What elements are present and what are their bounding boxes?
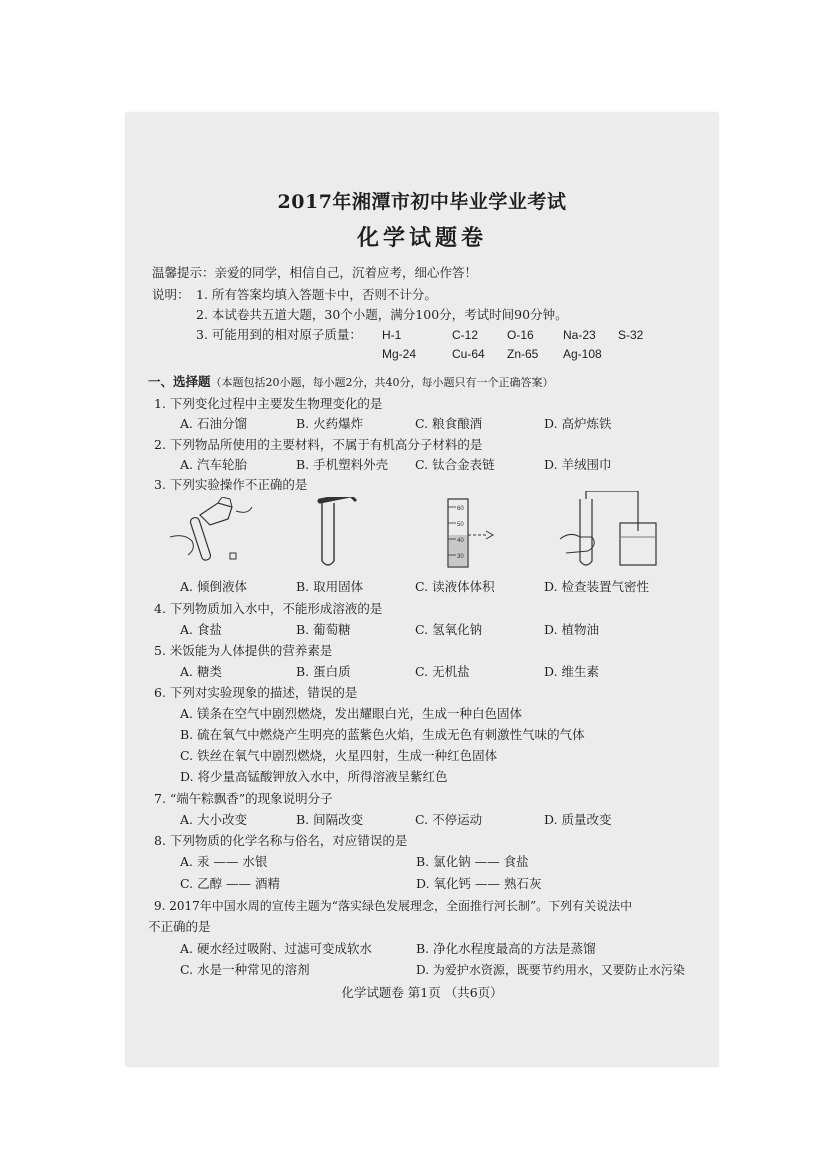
figure-taking-solid bbox=[306, 497, 366, 569]
question-8-stem: 8. 下列物质的化学名称与俗名，对应错误的是 bbox=[154, 833, 408, 848]
note-3: 3. 可能用到的相对原子质量： bbox=[196, 327, 362, 342]
question-6-option-c: C. 铁丝在氧气中剧烈燃烧，火星四射，生成一种红色固体 bbox=[180, 748, 498, 763]
question-1-option-a: A. 石油分馏 bbox=[180, 416, 247, 431]
atomic-mass-na: Na-23 bbox=[563, 328, 596, 342]
atomic-mass-h: H-1 bbox=[382, 328, 402, 342]
question-2-stem: 2. 下列物品所使用的主要材料，不属于有机高分子材料的是 bbox=[154, 437, 483, 452]
question-3-stem: 3. 下列实验操作不正确的是 bbox=[154, 477, 308, 492]
atomic-mass-cu: Cu-64 bbox=[452, 347, 485, 361]
question-9-stem: 9. 2017年中国水周的宣传主题为“落实绿色发展理念，全面推行河长制”。下列有关说法中 bbox=[154, 899, 633, 913]
question-5-stem: 5. 米饭能为人体提供的营养素是 bbox=[154, 643, 333, 658]
figure-pouring-liquid bbox=[166, 497, 256, 569]
question-7-option-c: C. 不停运动 bbox=[415, 812, 483, 827]
question-1-option-b: B. 火药爆炸 bbox=[296, 416, 364, 431]
question-8-option-c: C. 乙醇 —— 酒精 bbox=[180, 876, 281, 891]
atomic-mass-o: O-16 bbox=[507, 328, 534, 342]
section-note: （本题包括20小题，每小题2分，共40分，每小题只有一个正确答案） bbox=[210, 376, 554, 389]
question-9-option-a: A. 硬水经过吸附、过滤可变成软水 bbox=[180, 941, 372, 956]
question-2-option-c: C. 钛合金表链 bbox=[415, 457, 495, 472]
question-6-option-a: A. 镁条在空气中剧烈燃烧，发出耀眼白光，生成一种白色固体 bbox=[180, 706, 522, 721]
question-7-option-a: A. 大小改变 bbox=[180, 812, 247, 827]
atomic-mass-mg: Mg-24 bbox=[382, 347, 417, 361]
tips-line: 温馨提示：亲爱的同学，相信自己，沉着应考，细心作答！ bbox=[152, 265, 478, 280]
question-1-option-c: C. 粮食酿酒 bbox=[415, 416, 483, 431]
question-2-option-a: A. 汽车轮胎 bbox=[180, 457, 247, 472]
question-9-stem-cont: 不正确的是 bbox=[148, 919, 211, 934]
figure-reading-volume bbox=[438, 495, 508, 571]
question-8-option-a: A. 汞 —— 水银 bbox=[180, 854, 268, 869]
question-9-option-d: D. 为爱护水资源，既要节约用水，又要防止水污染 bbox=[416, 963, 685, 977]
atomic-mass-s: S-32 bbox=[618, 328, 644, 342]
exam-page bbox=[126, 113, 718, 1066]
question-4-option-a: A. 食盐 bbox=[180, 622, 222, 637]
question-9-option-b: B. 净化水程度最高的方法是蒸馏 bbox=[416, 941, 596, 956]
atomic-mass-zn: Zn-65 bbox=[507, 347, 539, 361]
note-1: 1. 所有答案均填入答题卡中，否则不计分。 bbox=[196, 287, 437, 302]
page-footer: 化学试题卷 第1页 （共6页） bbox=[341, 985, 503, 1000]
question-6-stem: 6. 下列对实验现象的描述，错误的是 bbox=[154, 685, 358, 700]
question-4-option-d: D. 植物油 bbox=[544, 622, 600, 637]
question-6-option-b: B. 硫在氧气中燃烧产生明亮的蓝紫色火焰，生成无色有刺激性气味的气体 bbox=[180, 727, 585, 742]
figure-airtightness-check bbox=[558, 491, 668, 571]
question-7-option-d: D. 质量改变 bbox=[544, 812, 612, 827]
cylinder-tick-label: 50 bbox=[457, 522, 464, 528]
question-1-stem: 1. 下列变化过程中主要发生物理变化的是 bbox=[154, 396, 383, 411]
question-4-stem: 4. 下列物质加入水中，不能形成溶液的是 bbox=[154, 601, 383, 616]
question-5-option-c: C. 无机盐 bbox=[415, 664, 470, 679]
question-8-option-b: B. 氯化钠 —— 食盐 bbox=[416, 854, 529, 869]
atomic-mass-ag: Ag-108 bbox=[563, 347, 602, 361]
question-4-option-c: C. 氢氧化钠 bbox=[415, 622, 483, 637]
question-8-option-d: D. 氧化钙 —— 熟石灰 bbox=[416, 876, 542, 891]
question-9-option-c: C. 水是一种常见的溶剂 bbox=[180, 962, 310, 977]
question-3-option-a: A. 倾倒液体 bbox=[180, 579, 247, 594]
section-heading bbox=[148, 374, 554, 391]
exam-title: 2017年湘潭市初中毕业学业考试 bbox=[277, 191, 567, 213]
section-title: 一、选择题 bbox=[148, 374, 211, 389]
question-4-option-b: B. 葡萄糖 bbox=[296, 622, 351, 637]
question-5-option-d: D. 维生素 bbox=[544, 664, 600, 679]
cylinder-tick-label: 60 bbox=[457, 506, 464, 512]
atomic-mass-c: C-12 bbox=[452, 328, 479, 342]
question-7-option-b: B. 间隔改变 bbox=[296, 812, 364, 827]
question-5-option-b: B. 蛋白质 bbox=[296, 664, 351, 679]
question-3-option-d: D. 检查装置气密性 bbox=[544, 579, 650, 594]
cylinder-tick-label: 40 bbox=[457, 538, 464, 544]
notes-label: 说明： bbox=[152, 287, 190, 302]
question-3-option-c: C. 读液体体积 bbox=[415, 579, 495, 594]
question-2-option-b: B. 手机塑料外壳 bbox=[296, 457, 389, 472]
note-2: 2. 本试卷共五道大题，30个小题，满分100分，考试时间90分钟。 bbox=[196, 307, 568, 322]
exam-subtitle: 化学试题卷 bbox=[356, 225, 487, 251]
question-3-option-b: B. 取用固体 bbox=[296, 579, 364, 594]
question-2-option-d: D. 羊绒围巾 bbox=[544, 457, 612, 472]
question-7-stem: 7. “端午粽飘香”的现象说明分子 bbox=[154, 791, 333, 806]
cylinder-tick-label: 30 bbox=[457, 554, 464, 560]
question-6-option-d: D. 将少量高锰酸钾放入水中，所得溶液呈紫红色 bbox=[180, 769, 448, 784]
question-1-option-d: D. 高炉炼铁 bbox=[544, 416, 612, 431]
question-5-option-a: A. 糖类 bbox=[180, 664, 222, 679]
